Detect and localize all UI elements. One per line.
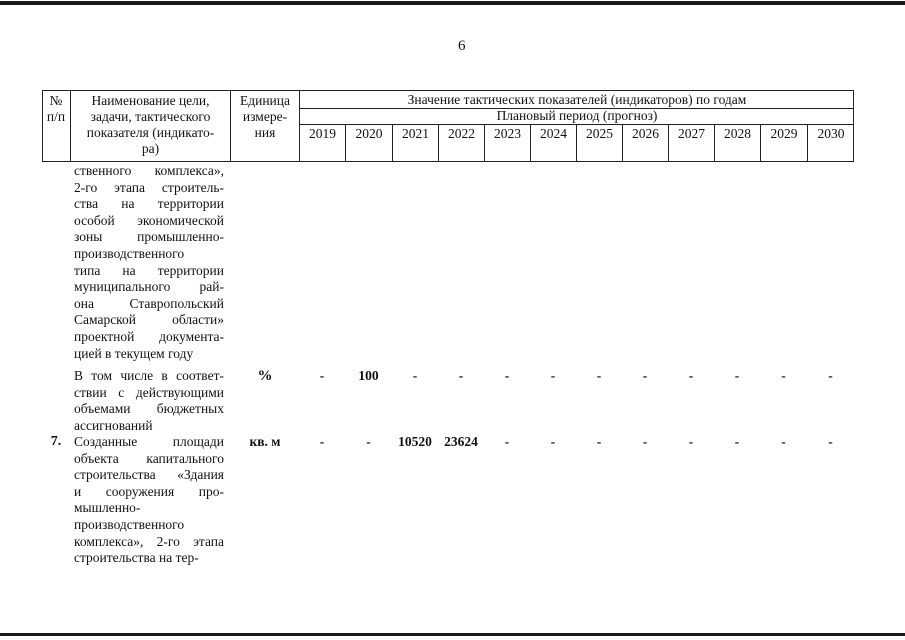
name-line: Созданные площади <box>74 434 224 449</box>
name-line: строительства на тер- <box>74 550 199 566</box>
row-name-subindicator <box>74 368 224 434</box>
year-header-2022: 2022 <box>448 126 475 141</box>
value-cell-2023: - <box>504 368 510 383</box>
header-num-line2: п/п <box>46 109 66 124</box>
value-cell-2019: - <box>319 434 325 449</box>
header-num-line1: № <box>49 93 63 108</box>
header-unit-line1: Единица <box>239 93 290 108</box>
value-cell-2023: - <box>504 434 510 449</box>
header-unit-line3: ния <box>254 125 276 140</box>
name-line: муниципального рай- <box>74 279 224 295</box>
value-cell-2020: 100 <box>358 368 379 383</box>
name-line: и сооружения про- <box>74 483 224 499</box>
header-name-line2: задачи, тактического <box>90 109 211 124</box>
name-line: ства на территории <box>74 196 224 212</box>
year-header-2030: 2030 <box>817 126 845 141</box>
year-header-2019: 2019 <box>309 126 336 141</box>
bottom-border-rule <box>0 633 905 636</box>
unit-percent: % <box>257 368 273 384</box>
value-cell-2026: - <box>642 368 648 383</box>
year-header-2027: 2027 <box>678 126 705 141</box>
value-cell-2030: - <box>828 368 833 383</box>
row-name-continued <box>74 163 224 362</box>
year-header-2025: 2025 <box>586 126 613 141</box>
name-line: цией в текущем году <box>74 345 194 361</box>
header-name-line1: Наименование цели, <box>91 93 210 108</box>
year-header-2029: 2029 <box>770 126 798 141</box>
header-subgroup-title: Плановый период (прогноз) <box>496 108 658 123</box>
header-group-title: Значение тактических показателей (индикаторов) по годам <box>407 92 747 107</box>
value-cell-2029: - <box>781 368 786 383</box>
row-number-7: 7. <box>50 434 62 449</box>
name-line: она Ставропольский <box>74 295 224 311</box>
value-cell-2022: - <box>458 368 464 383</box>
value-cell-2021: - <box>412 368 418 383</box>
value-cell-2028: - <box>734 368 740 383</box>
value-cell-2024: - <box>550 368 556 383</box>
value-cell-2029: - <box>781 434 786 449</box>
top-border-rule <box>0 1 905 5</box>
name-line: объемами бюджетных <box>74 401 224 417</box>
name-line: ствии с действующими <box>74 384 224 400</box>
name-line: комплекса», 2-го этапа <box>74 533 224 549</box>
year-header-2021: 2021 <box>402 126 429 141</box>
name-line: Самарской области» <box>74 312 224 328</box>
year-header-2028: 2028 <box>724 126 751 141</box>
year-header-2026: 2026 <box>632 126 659 141</box>
value-cell-2022: 23624 <box>444 434 478 449</box>
header-unit-line2: измере- <box>242 109 288 124</box>
value-cell-2028: - <box>734 434 740 449</box>
unit-sq-m: кв. м <box>249 434 281 449</box>
value-cell-2025: - <box>596 434 602 449</box>
value-cell-2021: 10520 <box>398 434 432 449</box>
name-line: В том числе в соответ- <box>74 368 224 383</box>
page-number: 6 <box>458 38 466 54</box>
name-line: проектной документа- <box>74 328 224 344</box>
header-name-line4: ра) <box>141 141 160 156</box>
value-cell-2020: - <box>366 434 371 449</box>
name-line: объекта капитального <box>74 450 224 466</box>
name-line: зоны промышленно- <box>74 229 224 245</box>
name-line: особой экономической <box>74 212 224 228</box>
name-line: строительства «Здания <box>74 467 224 483</box>
year-header-2023: 2023 <box>494 126 521 141</box>
header-name-line3: показателя (индикато- <box>86 125 215 140</box>
value-cell-2027: - <box>688 368 694 383</box>
name-line: производственного <box>74 245 185 261</box>
name-line: производственного <box>74 516 185 532</box>
name-line: типа на территории <box>74 262 224 278</box>
value-cell-2025: - <box>596 368 602 383</box>
row-name-indicator-7 <box>74 434 224 567</box>
year-header-2020: 2020 <box>355 126 383 141</box>
year-header-2024: 2024 <box>540 126 567 141</box>
name-line: ассигнований <box>74 417 153 433</box>
name-line: мышленно- <box>74 500 141 516</box>
name-line: 2-го этапа строитель- <box>74 179 224 195</box>
value-cell-2019: - <box>319 368 325 383</box>
value-cell-2024: - <box>550 434 556 449</box>
value-cell-2026: - <box>642 434 648 449</box>
name-line: ственного комплекса», <box>74 163 224 178</box>
value-cell-2027: - <box>688 434 694 449</box>
value-cell-2030: - <box>828 434 833 449</box>
